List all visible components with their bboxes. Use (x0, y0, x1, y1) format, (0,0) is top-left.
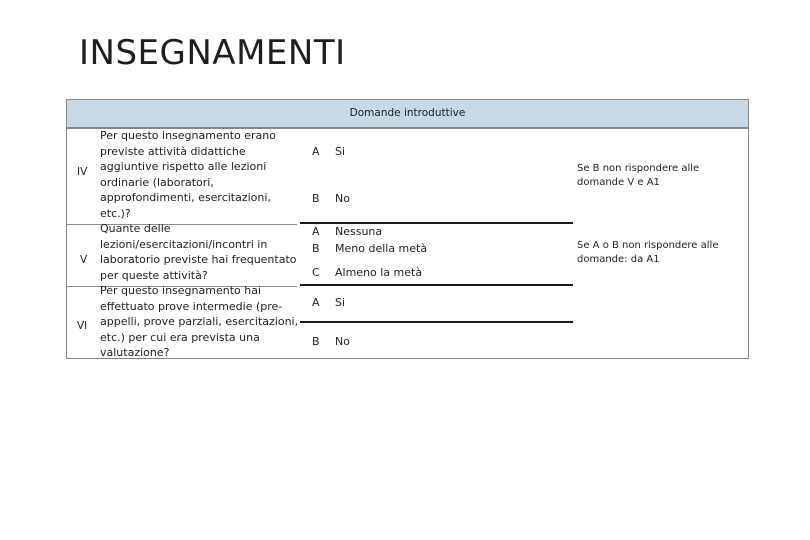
page-title: INSEGNAMENTI (79, 33, 346, 73)
row-divider (300, 222, 573, 224)
row-divider (300, 284, 573, 286)
answer-letter: A (312, 225, 320, 238)
answer-letter: A (312, 145, 320, 158)
skip-note: Se B non rispondere alle domande V e A1 (577, 163, 700, 188)
answer-letter: C (312, 266, 320, 279)
answer-letter: A (312, 296, 320, 309)
question-text: Per questo insegnamento erano previste attività didattiche aggiuntive rispetto alle lezioni ordinarie (laboratori, approfondimenti, esercitazioni, etc.)? (100, 129, 276, 220)
answer-text: No (335, 335, 350, 348)
question-text: Quante delle lezioni/esercitazioni/incontri in laboratorio previste hai frequentato per queste attività? (100, 222, 297, 282)
answer-text: Si (335, 145, 346, 158)
answer-text: Nessuna (335, 225, 383, 238)
row-number: V (80, 254, 88, 266)
skip-note: Se A o B non rispondere alle domande: da A1 (577, 240, 719, 265)
answer-text: Meno della metà (335, 242, 428, 255)
question-text: Per questo insegnamento hai effettuato prove intermedie (pre-appelli, prove parziali, esercitazioni, etc.) per cui era prevista una valutazione? (100, 284, 299, 359)
answer-letter: B (312, 335, 320, 348)
row-number: VI (77, 320, 88, 332)
answer-letter: B (312, 242, 320, 255)
answer-letter: B (312, 192, 320, 205)
answer-text: No (335, 192, 350, 205)
questions-table (66, 99, 749, 359)
table-header: Domande introduttive (67, 100, 748, 129)
row-number: IV (77, 166, 88, 178)
answer-text: Almeno la metà (335, 266, 423, 279)
row-divider (300, 321, 573, 323)
answer-text: Si (335, 296, 346, 309)
